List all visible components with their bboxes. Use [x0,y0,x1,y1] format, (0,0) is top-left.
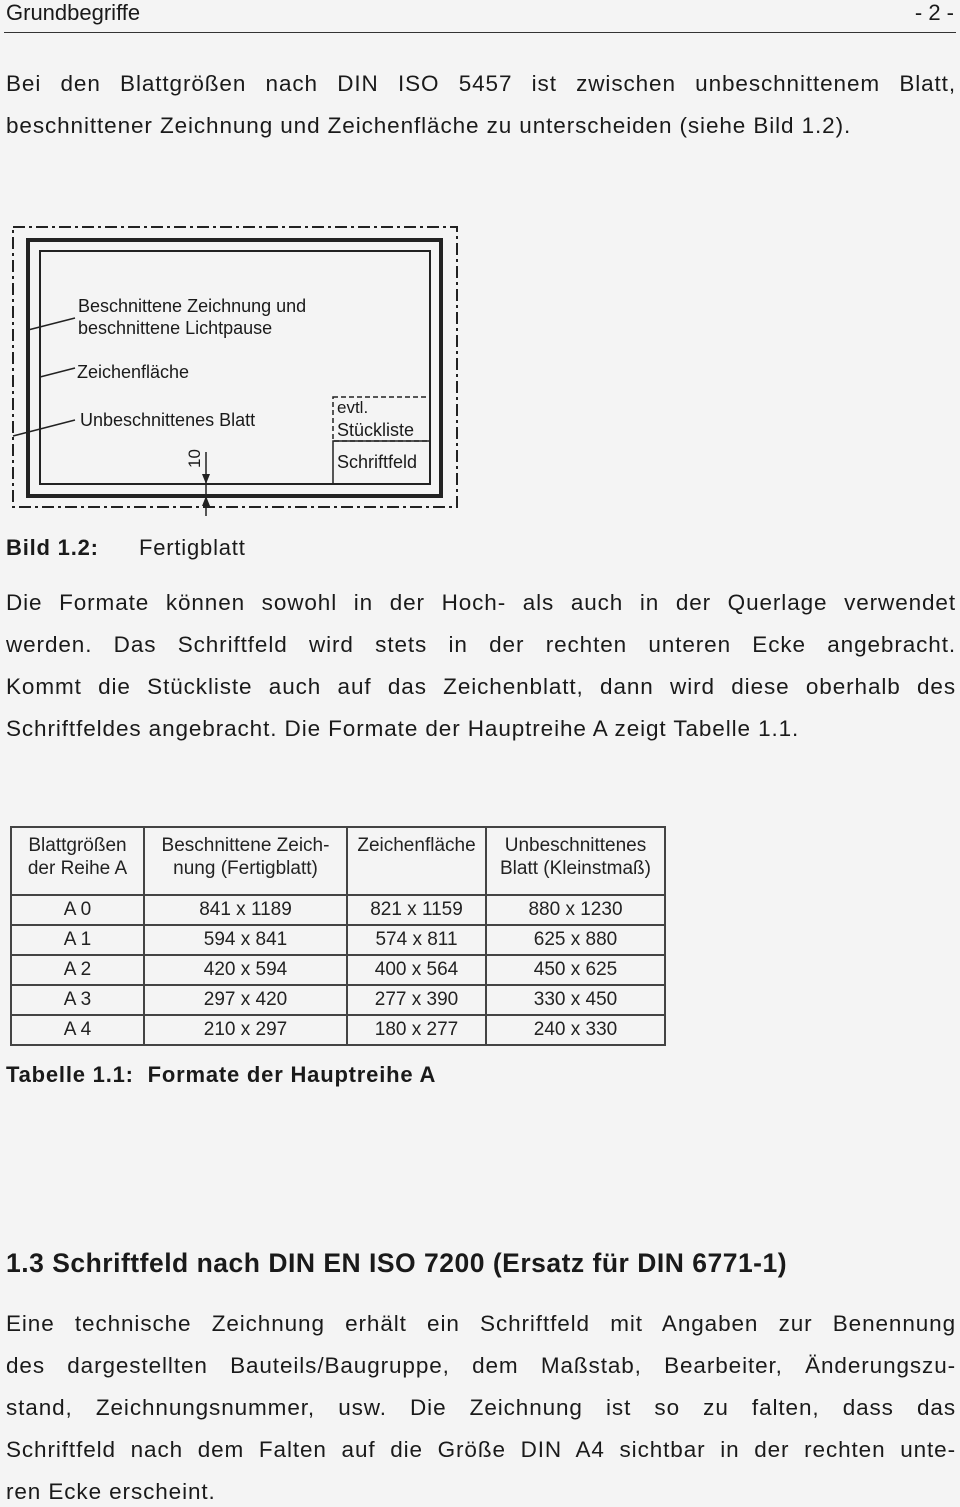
running-header-title: Grundbegriffe [6,0,141,25]
table-cell: 400 x 564 [347,955,486,985]
table-row [11,985,665,1015]
table-cell: 420 x 594 [144,955,347,985]
table-row [11,925,665,955]
table-cell: 180 x 277 [347,1015,486,1045]
table-cell: A 0 [11,895,144,925]
table-cell: 210 x 297 [144,1015,347,1045]
table-cell: 880 x 1230 [486,895,665,925]
figure-caption-text: Fertigblatt [139,535,246,560]
label-trimmed-drawing: Beschnittene Zeichnung und [78,296,307,316]
table-cell: 625 x 880 [486,925,665,955]
paragraph-line: Schriftfeldes angebracht. Die Formate der Hauptreihe A zeigt Tabelle 1.1. [6,716,800,741]
table-caption: Tabelle 1.1: Formate der Hauptreihe A [6,1062,437,1087]
section-heading: 1.3 Schriftfeld nach DIN EN ISO 7200 (Ersatz für DIN 6771-1) [6,1248,788,1278]
table-row [11,955,665,985]
dimension-value: 10 [185,449,204,468]
leader-line [40,368,75,377]
section-line: stand, Zeichnungsnummer, usw. Die Zeichnung ist so zu falten, dass das [6,1395,956,1420]
section-line: des dargestellten Bauteils/Baugruppe, dem Maßstab, Bearbeiter, Änderungszu- [6,1353,956,1378]
leader-line [13,420,75,436]
table-cell: 240 x 330 [486,1015,665,1045]
table-cell: 330 x 450 [486,985,665,1015]
column-header: Unbeschnittenes Blatt (Kleinstmaß) [486,827,665,895]
column-header: Zeichenfläche [347,827,486,895]
page-number: - 2 - [914,0,954,25]
leader-line [28,318,75,330]
table-header-row [11,827,665,895]
label-drawing-area: Zeichenfläche [77,362,190,382]
paragraph-line: Die Formate können sowohl in der Hoch- als auch in der Querlage verwendet [6,590,956,615]
table-cell: 841 x 1189 [144,895,347,925]
label-title-block: Schriftfeld [337,452,418,472]
label-parts-list: evtl. [337,398,369,417]
paragraph-line: Kommt die Stückliste auch auf das Zeichenblatt, dann wird diese oberhalb des [6,674,956,699]
table-cell: A 1 [11,925,144,955]
intro-line: beschnittener Zeichnung und Zeichenfläche zu unterscheiden (siehe Bild 1.2). [6,113,852,138]
table-row [11,895,665,925]
format-table [10,826,666,1046]
table-cell: 594 x 841 [144,925,347,955]
header-rule [4,32,956,33]
table-cell: 297 x 420 [144,985,347,1015]
dimension-arrow [202,474,210,484]
column-header: Beschnittene Zeich- nung (Fertigblatt) [144,827,347,895]
label-untrimmed-sheet: Unbeschnittenes Blatt [80,410,256,430]
label-parts-list: Stückliste [337,420,415,440]
paragraph-line: werden. Das Schriftfeld wird stets in der rechten unteren Ecke angebracht. [6,632,956,657]
section-line: Eine technische Zeichnung erhält ein Schriftfeld mit Angaben zur Benennung [6,1311,956,1336]
table-row [11,1015,665,1045]
sheet-format-diagram [0,220,470,520]
table-cell: A 4 [11,1015,144,1045]
table-cell: 821 x 1159 [347,895,486,925]
table-cell: A 3 [11,985,144,1015]
figure-caption-number: Bild 1.2: [6,535,99,560]
intro-line: Bei den Blattgrößen nach DIN ISO 5457 ist zwischen unbeschnittenem Blatt, [6,71,956,96]
column-header: Blattgrößen der Reihe A [11,827,144,895]
section-line: Schriftfeld nach dem Falten auf die Größe DIN A4 sichtbar in der rechten unte- [6,1437,956,1462]
table-cell: 450 x 625 [486,955,665,985]
table-cell: 574 x 811 [347,925,486,955]
section-line: ren Ecke erscheint. [6,1479,216,1504]
table-cell: A 2 [11,955,144,985]
label-trimmed-copy: beschnittene Lichtpause [78,318,273,338]
table-cell: 277 x 390 [347,985,486,1015]
